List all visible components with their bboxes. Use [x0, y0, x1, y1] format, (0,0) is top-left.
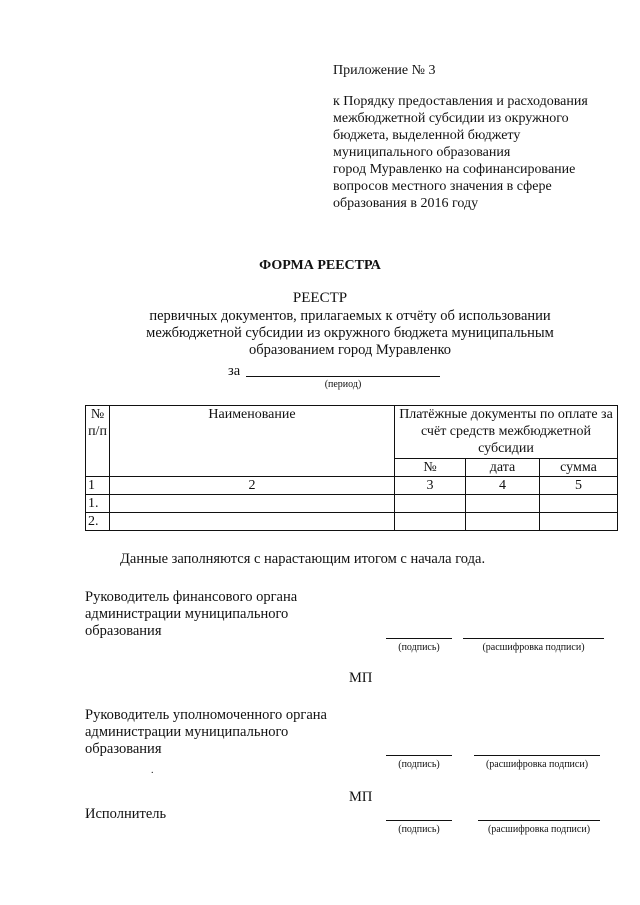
note-text: Данные заполняются с нарастающим итогом с начала года.: [120, 551, 486, 567]
decode-caption: (расшифровка подписи): [482, 642, 585, 653]
period-caption: (период): [324, 379, 362, 390]
header-name: [110, 406, 395, 477]
signature-caption: (подпись): [398, 759, 440, 770]
decode-caption: (расшифровка подписи): [487, 824, 591, 835]
signature-role-executor: [85, 806, 166, 823]
period-field[interactable]: [246, 376, 440, 377]
index-cell: 4: [466, 477, 540, 495]
role-line: Исполнитель: [85, 806, 167, 822]
signature-role-finance: [85, 589, 297, 640]
row-doc-num-cell[interactable]: [395, 513, 466, 531]
header-name-label: Наименование: [208, 407, 296, 422]
signature-field[interactable]: [386, 638, 452, 639]
row-num: 1.: [86, 495, 110, 513]
appendix-number: Приложение № 3: [333, 63, 436, 78]
table-header-row: [86, 406, 618, 459]
role-line: Руководитель уполномоченного органа: [85, 707, 327, 723]
row-sum-cell[interactable]: [540, 495, 618, 513]
table-index-row: [86, 477, 618, 495]
register-subtitle-line: первичных документов, прилагаемых к отчёту об использовании: [149, 308, 551, 324]
appendix-line: город Муравленко на софинансирование: [333, 162, 576, 177]
stamp-place: МП: [349, 670, 373, 686]
row-name-cell[interactable]: [110, 495, 395, 513]
stamp-place: МП: [349, 789, 373, 805]
form-title: ФОРМА РЕЕСТРА: [259, 258, 381, 273]
subheader-date: дата: [466, 459, 540, 477]
role-line: Руководитель финансового органа: [85, 589, 298, 605]
signature-decode-field[interactable]: [463, 638, 604, 639]
register-table: [85, 405, 618, 531]
appendix-line: межбюджетной субсидии из окружного: [333, 111, 569, 126]
row-doc-num-cell[interactable]: [395, 495, 466, 513]
role-line: образования: [85, 741, 162, 757]
role-line: администрации муниципального: [85, 724, 289, 740]
signature-caption: (подпись): [398, 824, 440, 835]
signature-decode-field[interactable]: [478, 820, 600, 821]
appendix-line: муниципального образования: [333, 145, 511, 160]
stray-mark: .: [151, 765, 154, 776]
appendix-line: к Порядку предоставления и расходования: [333, 94, 588, 109]
register-subtitle-line: межбюджетной субсидии из окружного бюджета муниципальным: [146, 325, 554, 341]
index-cell: 1: [86, 477, 110, 495]
role-line: образования: [85, 623, 162, 639]
row-date-cell[interactable]: [466, 495, 540, 513]
index-cell: 2: [110, 477, 395, 495]
register-title: РЕЕСТР: [292, 290, 348, 306]
row-date-cell[interactable]: [466, 513, 540, 531]
appendix-header: [333, 62, 588, 212]
signature-role-authorized: [85, 707, 327, 758]
header-num-label: № п/п: [88, 407, 107, 439]
signature-field[interactable]: [386, 755, 452, 756]
table-row: [86, 513, 618, 531]
row-sum-cell[interactable]: [540, 513, 618, 531]
decode-caption: (расшифровка подписи): [485, 759, 589, 770]
role-line: администрации муниципального: [85, 606, 289, 622]
appendix-line: бюджета, выделенной бюджету: [333, 128, 521, 143]
subheader-sum: сумма: [540, 459, 618, 477]
register-subtitle-line: образованием город Муравленко: [248, 342, 452, 358]
header-payment-label: Платёжные документы по оплате за счёт средств межбюджетной субсидии: [399, 407, 613, 456]
register-subtitle: [0, 308, 640, 359]
header-payment: [395, 406, 618, 459]
appendix-line: образования в 2016 году: [333, 196, 479, 211]
signature-field[interactable]: [386, 820, 452, 821]
signature-decode-field[interactable]: [474, 755, 600, 756]
table-row: [86, 495, 618, 513]
index-cell: 3: [395, 477, 466, 495]
signature-caption: (подпись): [398, 642, 440, 653]
appendix-line: вопросов местного значения в сфере: [333, 179, 552, 194]
row-num: 2.: [86, 513, 110, 531]
period-prefix: за: [228, 363, 241, 379]
header-num: [86, 406, 110, 477]
row-name-cell[interactable]: [110, 513, 395, 531]
index-cell: 5: [540, 477, 618, 495]
subheader-num: №: [395, 459, 466, 477]
